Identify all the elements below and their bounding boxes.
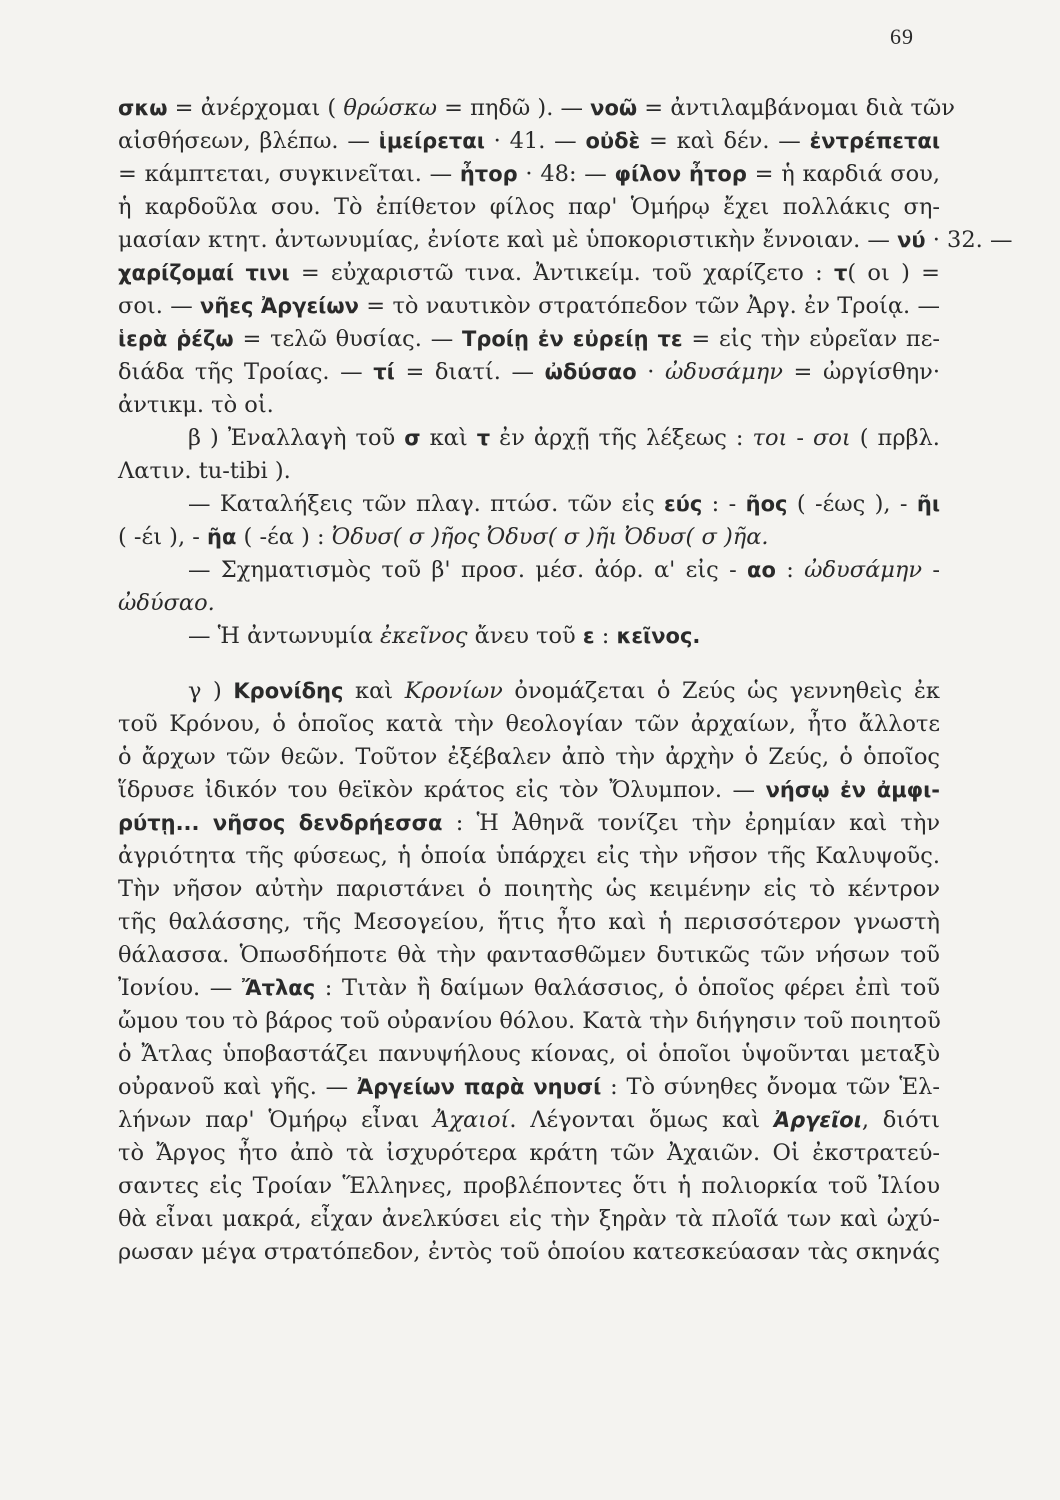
text-line: γ ) Κρονίδης καὶ Κρονίων ὀνομάζεται ὁ Ζεύς ὡς γεννηθεὶς ἐκ <box>188 678 940 704</box>
page-number: 69 <box>890 24 914 49</box>
text-line: Ἰονίου. — Ἄτλας : Τιτὰν ἢ δαίμων θαλάσσιος, ὁ ὁποῖος φέρει ἐπὶ τοῦ <box>118 975 940 1001</box>
text-line: ρύτῃ... νῆσος δενδρήεσσα : Ἡ Ἀθηνᾶ τονίζει τὴν ἐρημίαν καὶ τὴν <box>118 810 941 836</box>
text-line: ἱερὰ ῥέζω = τελῶ θυσίας. — Τροίῃ ἐν εὐρείῃ τε = εἰς τὴν εὐρεῖαν πε- <box>118 326 940 352</box>
text-line: ὁ ἄρχων τῶν θεῶν. Τοῦτον ἐξέβαλεν ἀπὸ τὴν ἀρχὴν ὁ Ζεύς, ὁ ὁποῖος <box>118 744 940 770</box>
text-line: θὰ εἶναι μακρά, εἶχαν ἀνελκύσει εἰς τὴν ξηρὰν τὰ πλοῖά των καὶ ὠχύ- <box>118 1206 940 1232</box>
text-line: οὐρανοῦ καὶ γῆς. — Ἀργείων παρὰ νηυσί : Τὸ σύνηθες ὄνομα τῶν Ἑλ- <box>118 1074 940 1100</box>
text-line: Τὴν νῆσον αὐτὴν παριστάνει ὁ ποιητὴς ὡς κειμένην εἰς τὸ κέντρον <box>118 876 940 902</box>
text-line: θάλασσα. Ὁπωσδήποτε θὰ τὴν φαντασθῶμεν δυτικῶς τῶν νήσων τοῦ <box>118 942 940 968</box>
text-line: ὤμου του τὸ βάρος τοῦ οὐρανίου θόλου. Κατὰ τὴν διήγησιν τοῦ ποιητοῦ <box>118 1008 941 1034</box>
text-line: αἰσθήσεων, βλέπω. — ἱμείρεται · 41. — οὐδὲ = καὶ δέν. — ἐντρέπεται <box>118 128 941 154</box>
text-line: ἀγριότητα τῆς φύσεως, ἡ ὁποία ὑπάρχει εἰς τὴν νῆσον τῆς Καλυψοῦς. <box>118 843 940 869</box>
text-line: ὁ Ἄτλας ὑποβαστάζει πανυψήλους κίονας, οἱ ὁποῖοι ὑψοῦνται μεταξὺ <box>118 1041 940 1067</box>
text-line: ( -έι ), - ῆα ( -έα ) : Ὀδυσ( σ )ῆος Ὀδυσ( σ )ῆι Ὀδυσ( σ )ῆα. <box>118 524 769 550</box>
text-line: λήνων παρ' Ὁμήρῳ εἶναι Ἀχαιοί. Λέγονται ὅμως καὶ Ἀργεῖοι, διότι <box>118 1107 940 1133</box>
text-line: διάδα τῆς Τροίας. — τί = διατί. — ὠδύσαο · ὠδυσάμην = ὠργίσθην· <box>118 359 941 385</box>
text-line: ὠδύσαο. <box>118 590 215 616</box>
text-line: τῆς θαλάσσης, τῆς Μεσογείου, ἥτις ἦτο καὶ ἡ περισσότερον γνωστὴ <box>118 909 940 935</box>
text-line: — Σχηματισμὸς τοῦ β' προσ. μέσ. ἀόρ. α' εἰς - αο : ὠδυσάμην - <box>188 557 941 583</box>
text-line: χαρίζομαί τινι = εὐχαριστῶ τινα. Ἀντικείμ. τοῦ χαρίζετο : τ( οι ) = <box>118 260 941 286</box>
text-line: β ) Ἐναλλαγὴ τοῦ σ καὶ τ ἐν ἀρχῇ τῆς λέξεως : τοι - σοι ( πρβλ. <box>188 425 940 451</box>
text-line: ἡ καρδοῦλα σου. Τὸ ἐπίθετον φίλος παρ' Ὁμήρῳ ἔχει πολλάκις ση- <box>118 194 940 220</box>
text-line: ἵδρυσε ἰδικόν του θεϊκὸν κράτος εἰς τὸν Ὄλυμπον. — νήσῳ ἐν ἀμφι- <box>118 777 940 803</box>
text-line: τοῦ Κρόνου, ὁ ὁποῖος κατὰ τὴν θεολογίαν τῶν ἀρχαίων, ἦτο ἄλλοτε <box>118 711 940 737</box>
text-line: = κάμπτεται, συγκινεῖται. — ἦτορ · 48: — φίλον ἦτορ = ἡ καρδιά σου, <box>118 161 940 187</box>
text-line: ρωσαν μέγα στρατόπεδον, ἐντὸς τοῦ ὁποίου κατεσκεύασαν τὰς σκηνάς <box>118 1239 940 1265</box>
paragraph-gap <box>118 653 940 675</box>
text-line: σοι. — νῆες Ἀργείων = τὸ ναυτικὸν στρατόπεδον τῶν Ἀργ. ἐν Τροίᾳ. — <box>118 293 940 319</box>
text-line: τὸ Ἄργος ἦτο ἀπὸ τὰ ἰσχυρότερα κράτη τῶν Ἀχαιῶν. Οἱ ἐκστρατεύ- <box>118 1140 940 1166</box>
text-line: ἀντικμ. τὸ οἱ. <box>118 392 274 418</box>
text-line: Λατιν. tu-tibi ). <box>118 458 291 484</box>
text-line: μασίαν κτητ. ἀντωνυμίας, ἐνίοτε καὶ μὲ ὑποκοριστικὴν ἔννοιαν. — νύ · 32. — <box>118 227 1013 253</box>
body-text <box>118 92 1013 1269</box>
text-line: — Ἡ ἀντωνυμία ἐκεῖνος ἄνευ τοῦ ε : κεῖνος. <box>188 623 701 649</box>
text-line: σαντες εἰς Τροίαν Ἕλληνες, προβλέποντες ὅτι ἡ πολιορκία τοῦ Ἰλίου <box>118 1173 940 1199</box>
text-line: — Καταλήξεις τῶν πλαγ. πτώσ. τῶν εἰς εύς : - ῆος ( -έως ), - ῆι <box>188 491 941 517</box>
text-line: σκω = ἀνέρχομαι ( θρώσκω = πηδῶ ). — νοῶ = ἀντιλαμβάνομαι διὰ τῶν <box>118 95 955 121</box>
